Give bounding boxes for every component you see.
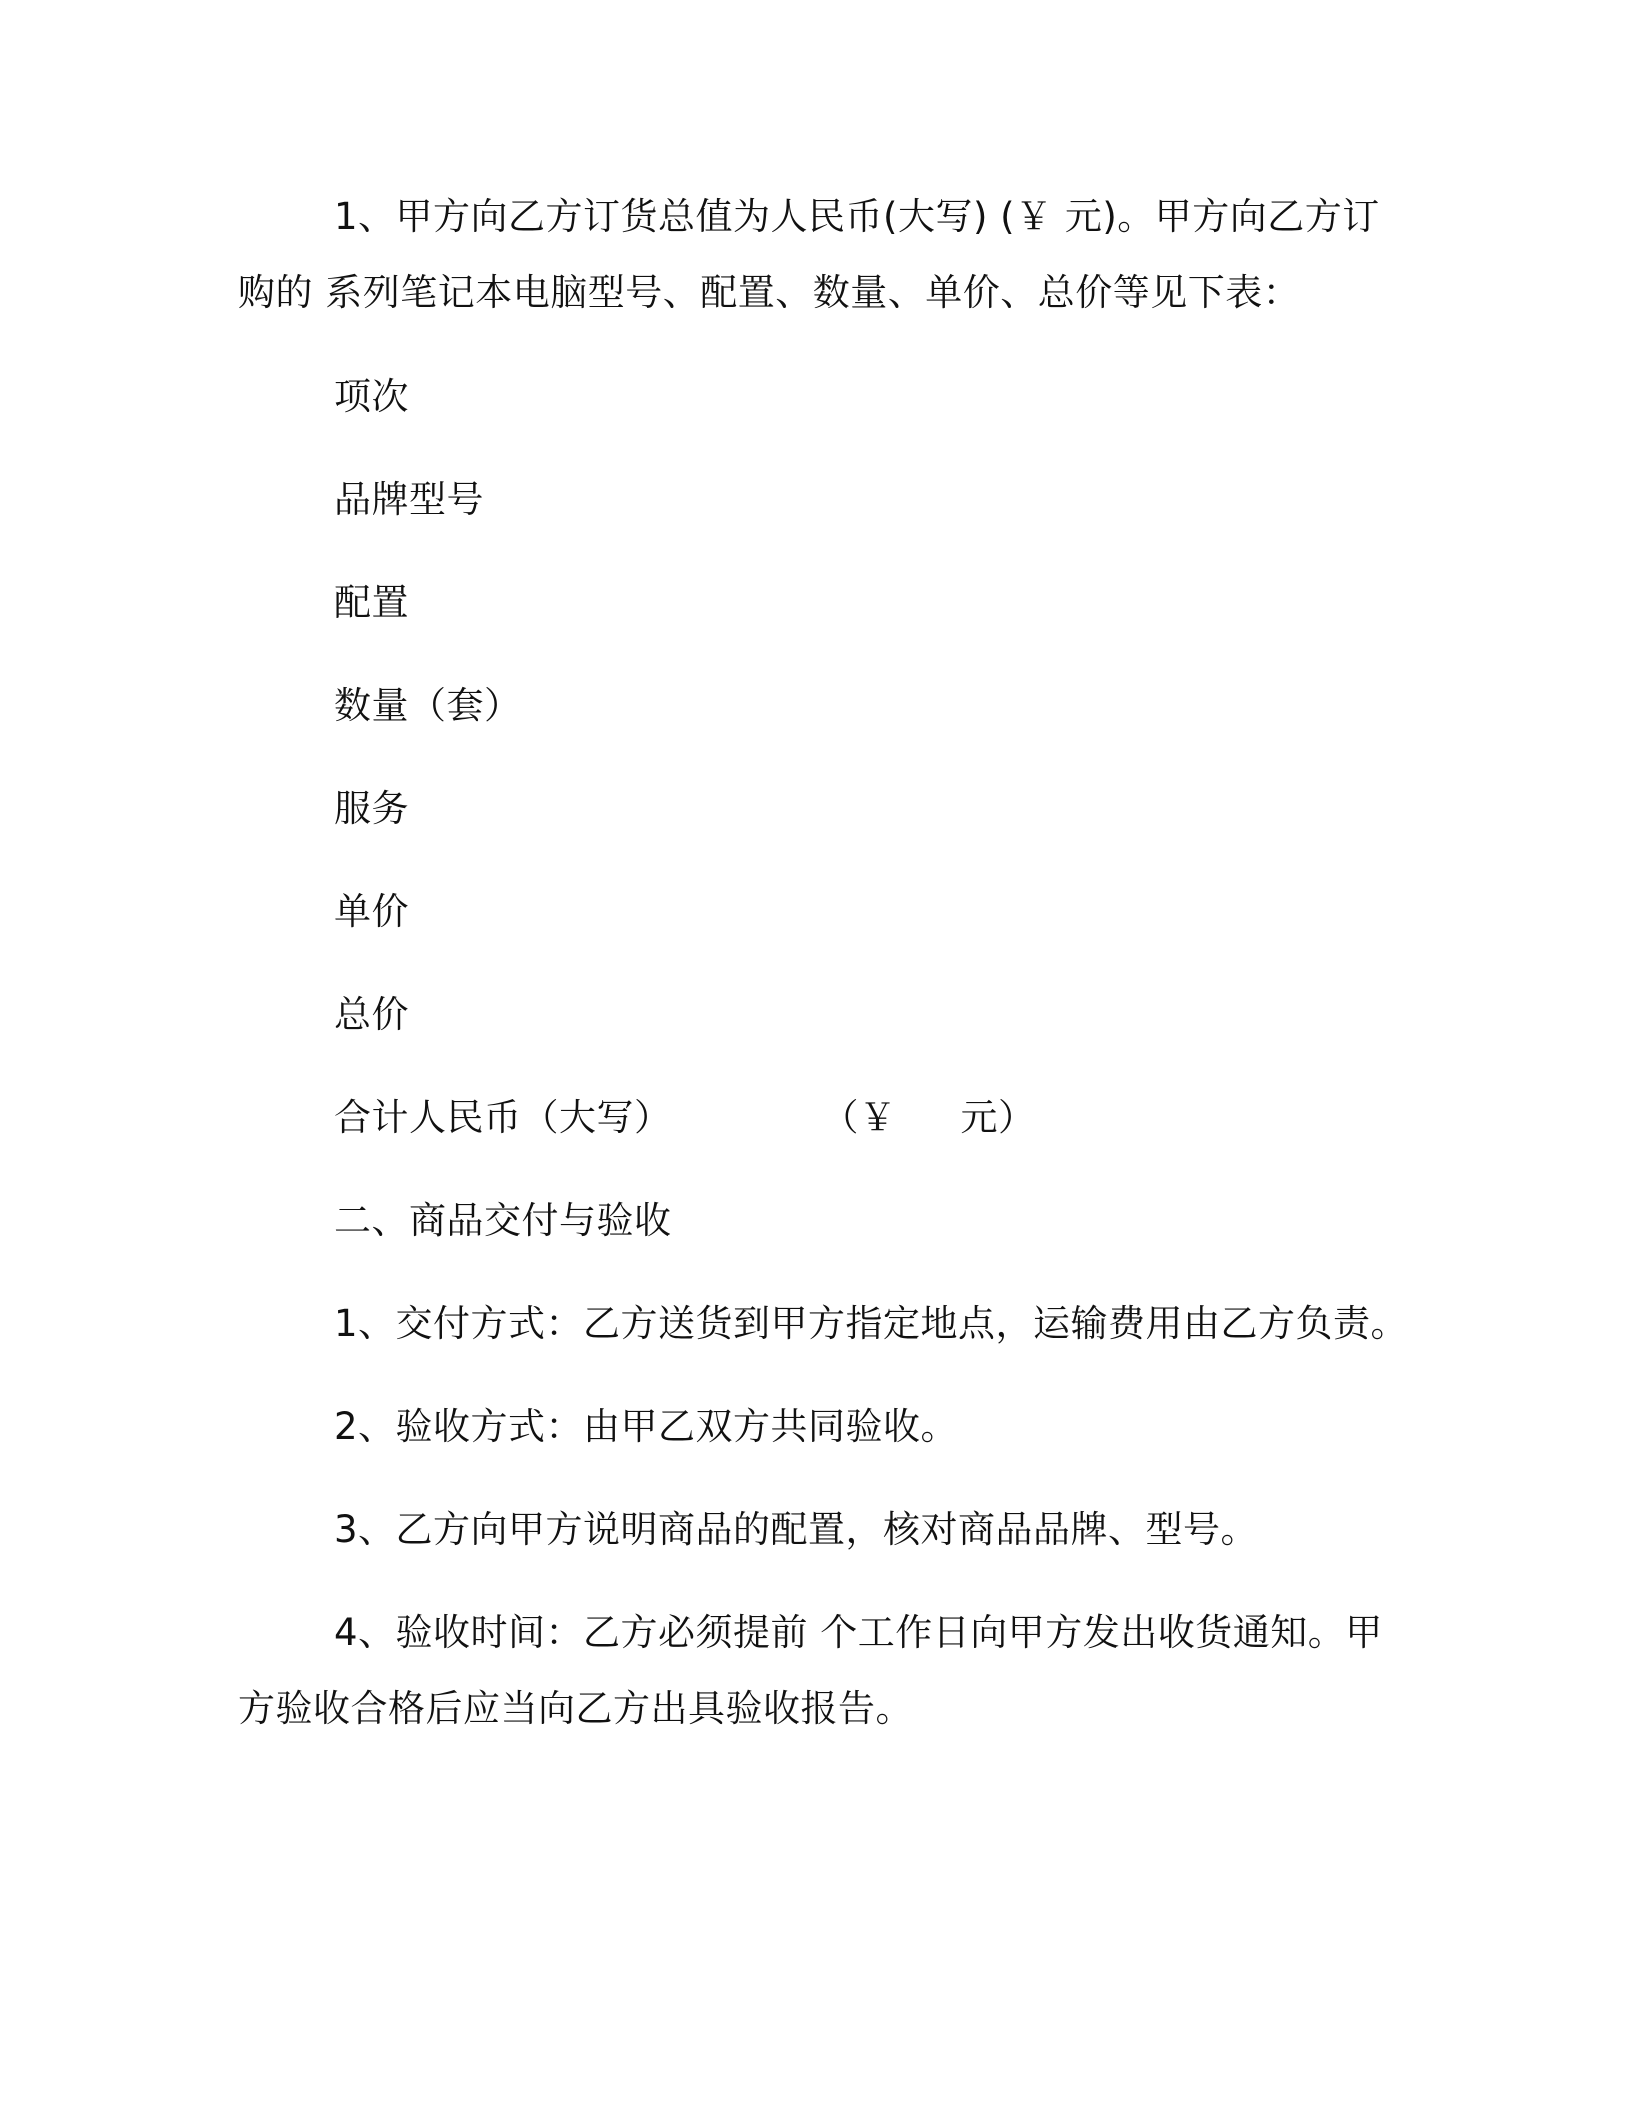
clause-acceptance-method: 2、验收方式：由甲乙双方共同验收。 <box>334 1405 959 1448</box>
total-amount-yen: （￥ <box>821 1096 897 1139</box>
paragraph-order-total-line2: 购的 系列笔记本电脑型号、配置、数量、单价、总价等见下表： <box>238 271 1301 314</box>
total-amount-yuan: 元） <box>960 1096 1036 1139</box>
total-amount-label: 合计人民币（大写） <box>334 1096 672 1139</box>
clause-acceptance-time-line1: 4、验收时间：乙方必须提前 个工作日向甲方发出收货通知。甲 <box>334 1611 1383 1654</box>
table-header-total-price: 总价 <box>334 993 409 1036</box>
table-header-configuration: 配置 <box>334 581 409 624</box>
clause-configuration-check: 3、乙方向甲方说明商品的配置，核对商品品牌、型号。 <box>334 1508 1259 1551</box>
clause-delivery-method: 1、交付方式：乙方送货到甲方指定地点，运输费用由乙方负责。 <box>334 1302 1409 1345</box>
clause-acceptance-time-line2: 方验收合格后应当向乙方出具验收报告。 <box>238 1687 913 1730</box>
total-amount-line <box>334 1095 1036 1141</box>
table-header-brand-model: 品牌型号 <box>334 478 484 521</box>
paragraph-order-total-line1: 1、甲方向乙方订货总值为人民币(大写) (￥ 元)。甲方向乙方订 <box>334 195 1380 238</box>
table-header-quantity: 数量（套） <box>334 684 522 727</box>
table-header-item-no: 项次 <box>334 375 409 418</box>
section-title-delivery-acceptance: 二、商品交付与验收 <box>334 1199 672 1242</box>
table-header-unit-price: 单价 <box>334 890 409 933</box>
table-header-service: 服务 <box>334 787 409 830</box>
